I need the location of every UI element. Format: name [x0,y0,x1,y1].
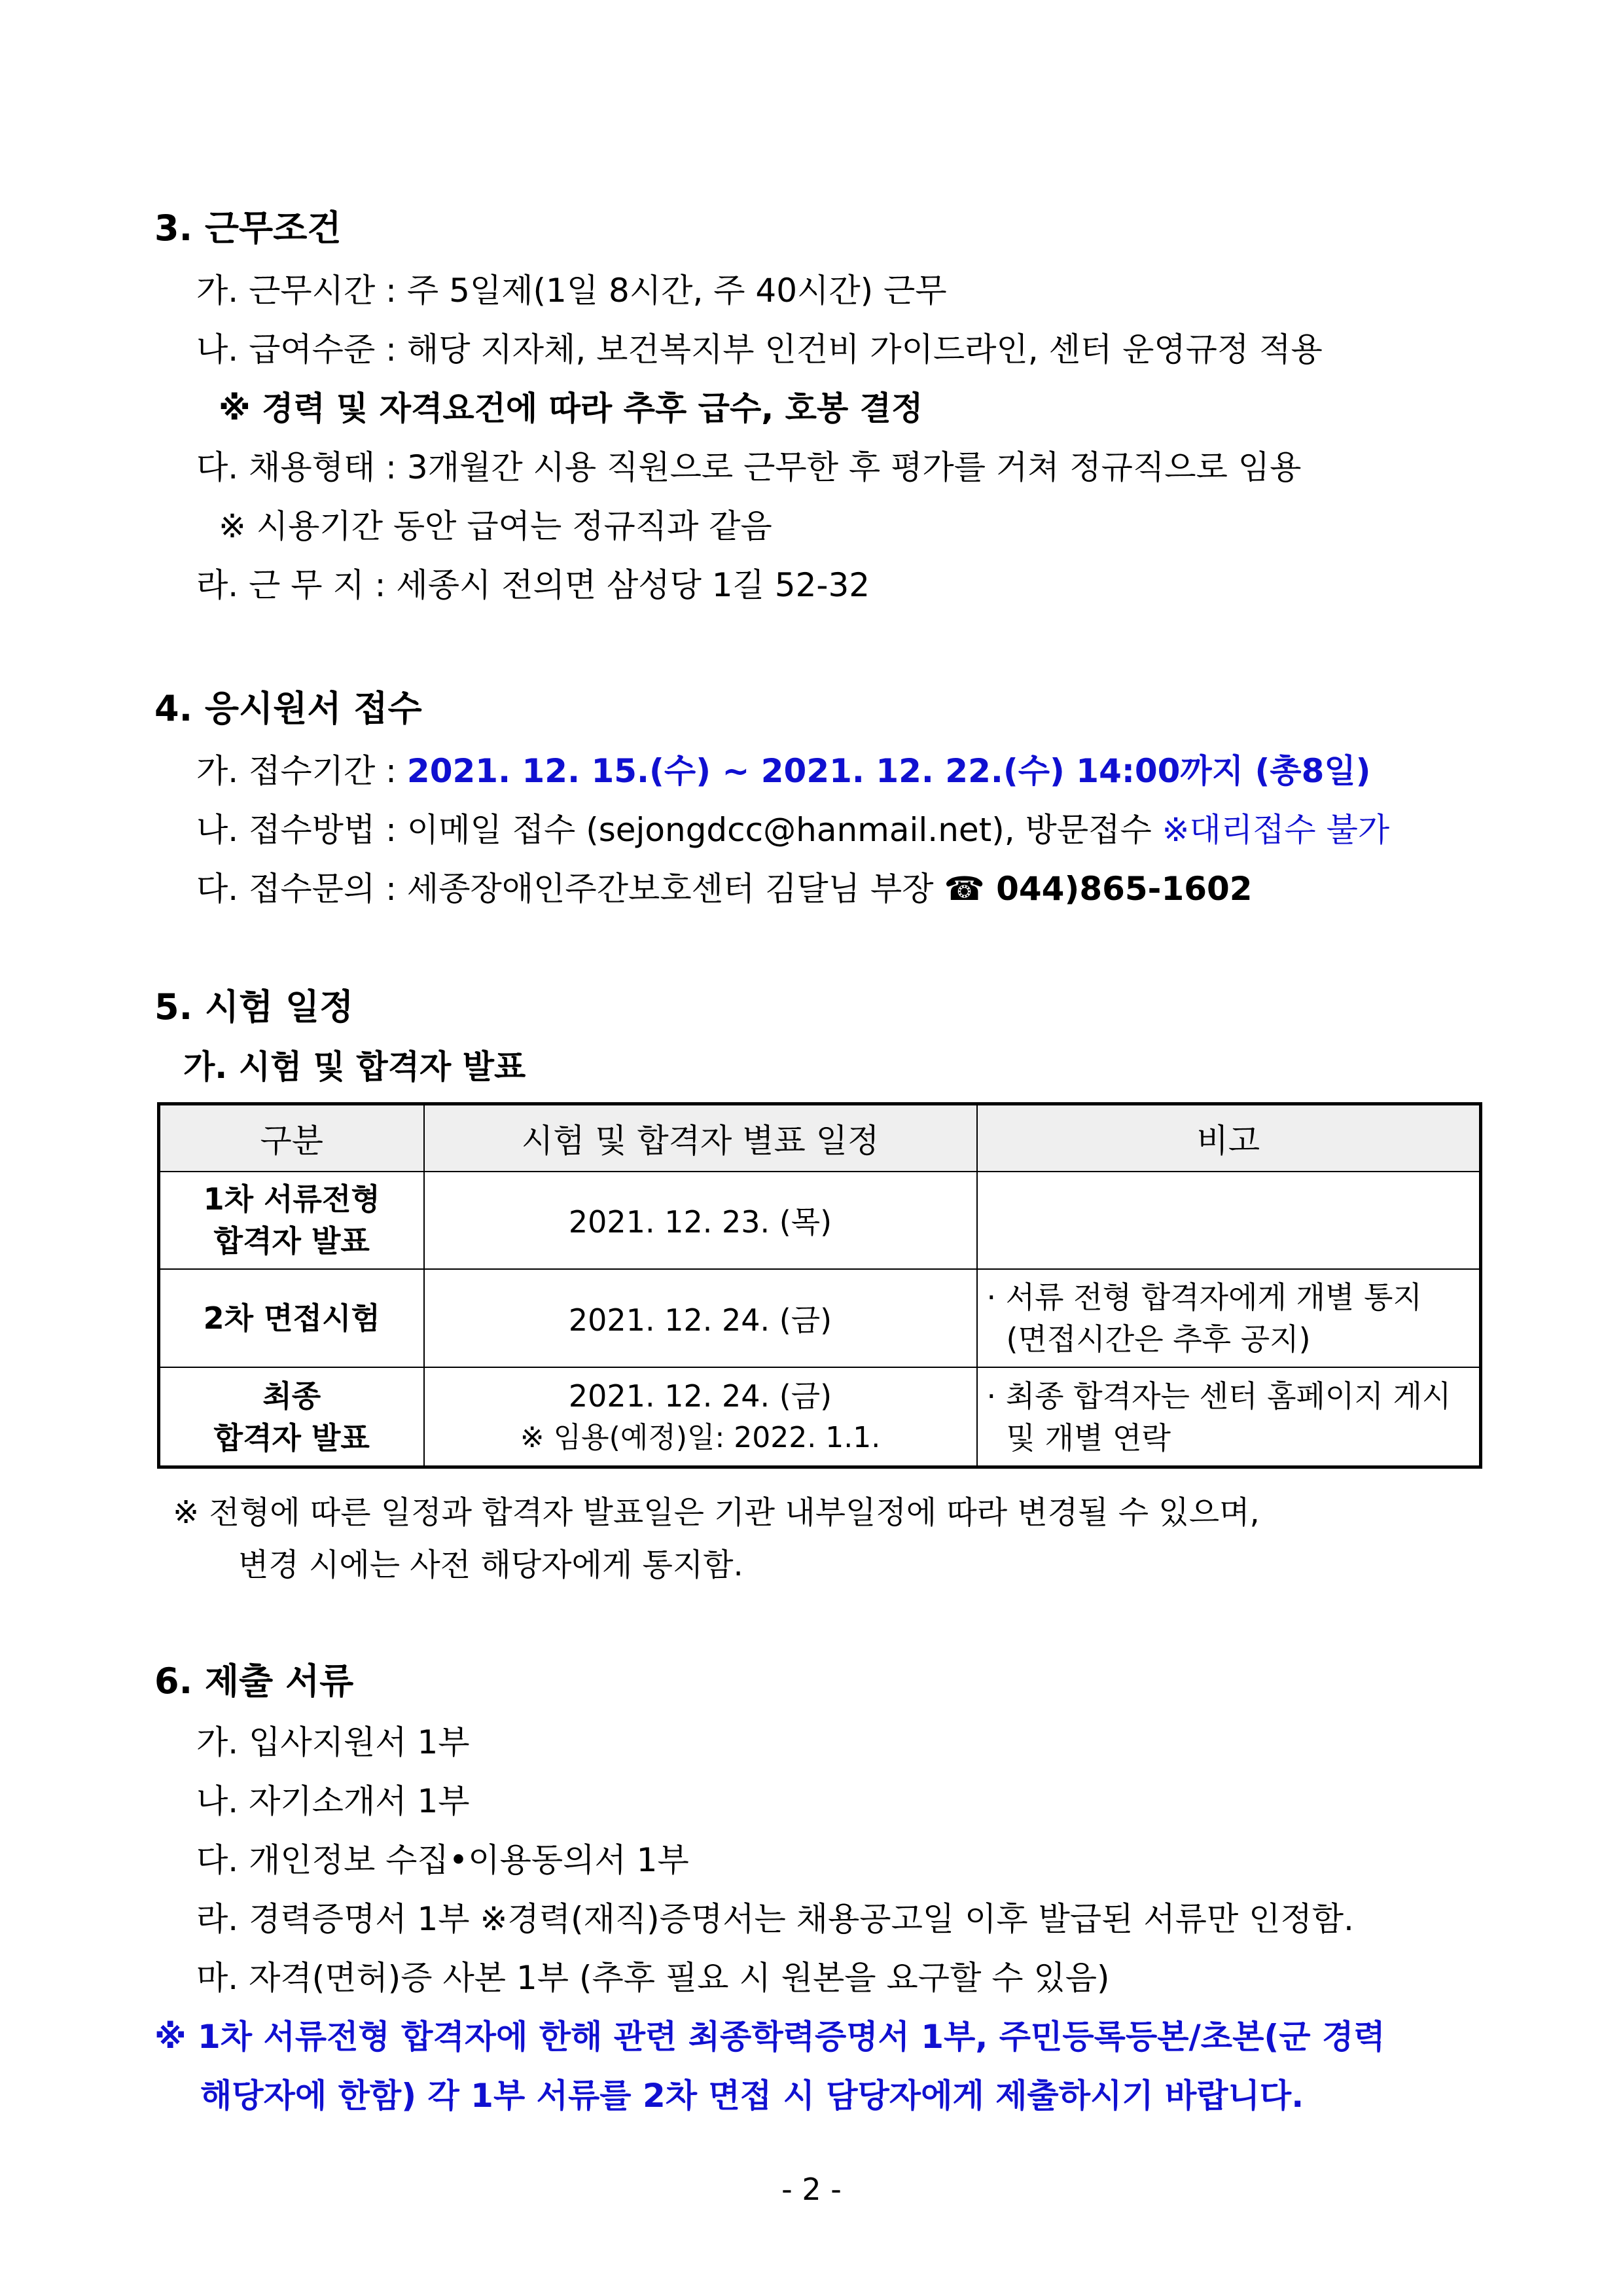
header-category: 구분 [159,1104,424,1172]
table-row [159,1172,1481,1268]
document-item: 다. 개인정보 수집•이용동의서 1부 [196,1841,689,1879]
document-item: 가. 입사지원서 1부 [196,1723,470,1761]
proxy-not-allowed-note: ※대리접수 불가 [1162,811,1390,849]
exam-schedule-table [157,1102,1482,1469]
date-cell: 2021. 12. 23. (목) [424,1172,977,1268]
document-item: 마. 자격(면허)증 사본 1부 (추후 필요 시 원본을 요구할 수 있음) [196,1959,1110,1997]
table-row [159,1269,1481,1367]
employment-type-line: 다. 채용형태 : 3개월간 시용 직원으로 근무한 후 평가를 거쳐 정규직으로 임용 [196,448,1302,486]
salary-note: ※ 경력 및 자격요건에 따라 추후 급수, 호봉 결정 [219,389,923,427]
schedule-change-note-line1: ※ 전형에 따른 일정과 합격자 발표일은 기관 내부일정에 따라 변경될 수 있으며, [173,1494,1260,1531]
application-period-line [196,745,1371,792]
header-schedule: 시험 및 합격자 별표 일정 [424,1104,977,1172]
remark-line: · 최종 합격자는 센터 홈페이지 게시 [986,1378,1452,1414]
table-header-row [159,1104,1481,1172]
header-remarks: 비고 [977,1104,1481,1172]
stage-cell [159,1172,424,1268]
remark-line: 및 개별 연락 [1006,1420,1171,1456]
remark-line: · 서류 전형 합격자에게 개별 통지 [986,1279,1422,1315]
exam-schedule-subtitle: 가. 시험 및 합격자 발표 [183,1048,526,1086]
inquiry-line [196,863,1253,910]
date-cell: 2021. 12. 24. (금) [424,1269,977,1367]
inquiry-label: 다. 접수문의 : 세종장애인주간보호센터 김달님 부장 [196,870,944,908]
schedule-change-note-line2: 변경 시에는 사전 해당자에게 통지함. [238,1547,743,1583]
submission-notice-line1: ※ 1차 서류전형 합격자에 한해 관련 최종학력증명서 1부, 주민등록등본/초본(군 경력 [154,2018,1385,2056]
stage-cell: 2차 면접시험 [159,1269,424,1367]
section-3-heading: 3. 근무조건 [154,207,342,249]
salary-line: 나. 급여수준 : 해당 지자체, 보건복지부 인건비 가이드라인, 센터 운영규정 적용 [196,331,1323,368]
remark-cell [977,1367,1481,1467]
stage-line: 합격자 발표 [213,1420,370,1456]
work-hours-line: 가. 근무시간 : 주 5일제(1일 8시간, 주 40시간) 근무 [196,272,947,310]
stage-line: 최종 [262,1378,321,1414]
stage-cell [159,1367,424,1467]
probation-note: ※ 시용기간 동안 급여는 정규직과 같음 [219,507,772,545]
document-item: 라. 경력증명서 1부 ※경력(재직)증명서는 채용공고일 이후 발급된 서류만 인정함. [196,1900,1354,1938]
section-5-heading: 5. 시험 일정 [154,986,354,1028]
section-4-heading: 4. 응시원서 접수 [154,688,422,729]
application-period-value: 2021. 12. 15.(수) ~ 2021. 12. 22.(수) 14:00까지 (총8일) [406,752,1371,790]
application-method-label: 나. 접수방법 : 이메일 접수 (sejongdcc@hanmail.net), 방문접수 [196,811,1162,849]
remark-line: (면접시간은 추후 공지) [1006,1321,1311,1357]
date-cell [424,1367,977,1467]
stage-line: 합격자 발표 [213,1223,370,1259]
workplace-line: 라. 근 무 지 : 세종시 전의면 삼성당 1길 52-32 [196,566,870,604]
submission-notice-line2: 해당자에 한함) 각 1부 서류를 2차 면접 시 담당자에게 제출하시기 바랍니다. [200,2077,1304,2115]
inquiry-phone: ☎ 044)865-1602 [944,870,1253,908]
table-row [159,1367,1481,1467]
date-line: 2021. 12. 24. (금) [568,1378,832,1414]
remark-cell [977,1172,1481,1268]
document-item: 나. 자기소개서 1부 [196,1782,470,1820]
appointment-date-note: ※ 임용(예정)일: 2022. 1.1. [520,1420,881,1454]
application-period-label: 가. 접수기간 : [196,752,407,790]
section-6-heading: 6. 제출 서류 [154,1660,354,1702]
remark-cell [977,1269,1481,1367]
stage-line: 1차 서류전형 [203,1181,380,1217]
application-method-line [196,804,1389,851]
page-number: - 2 - [781,2172,842,2207]
